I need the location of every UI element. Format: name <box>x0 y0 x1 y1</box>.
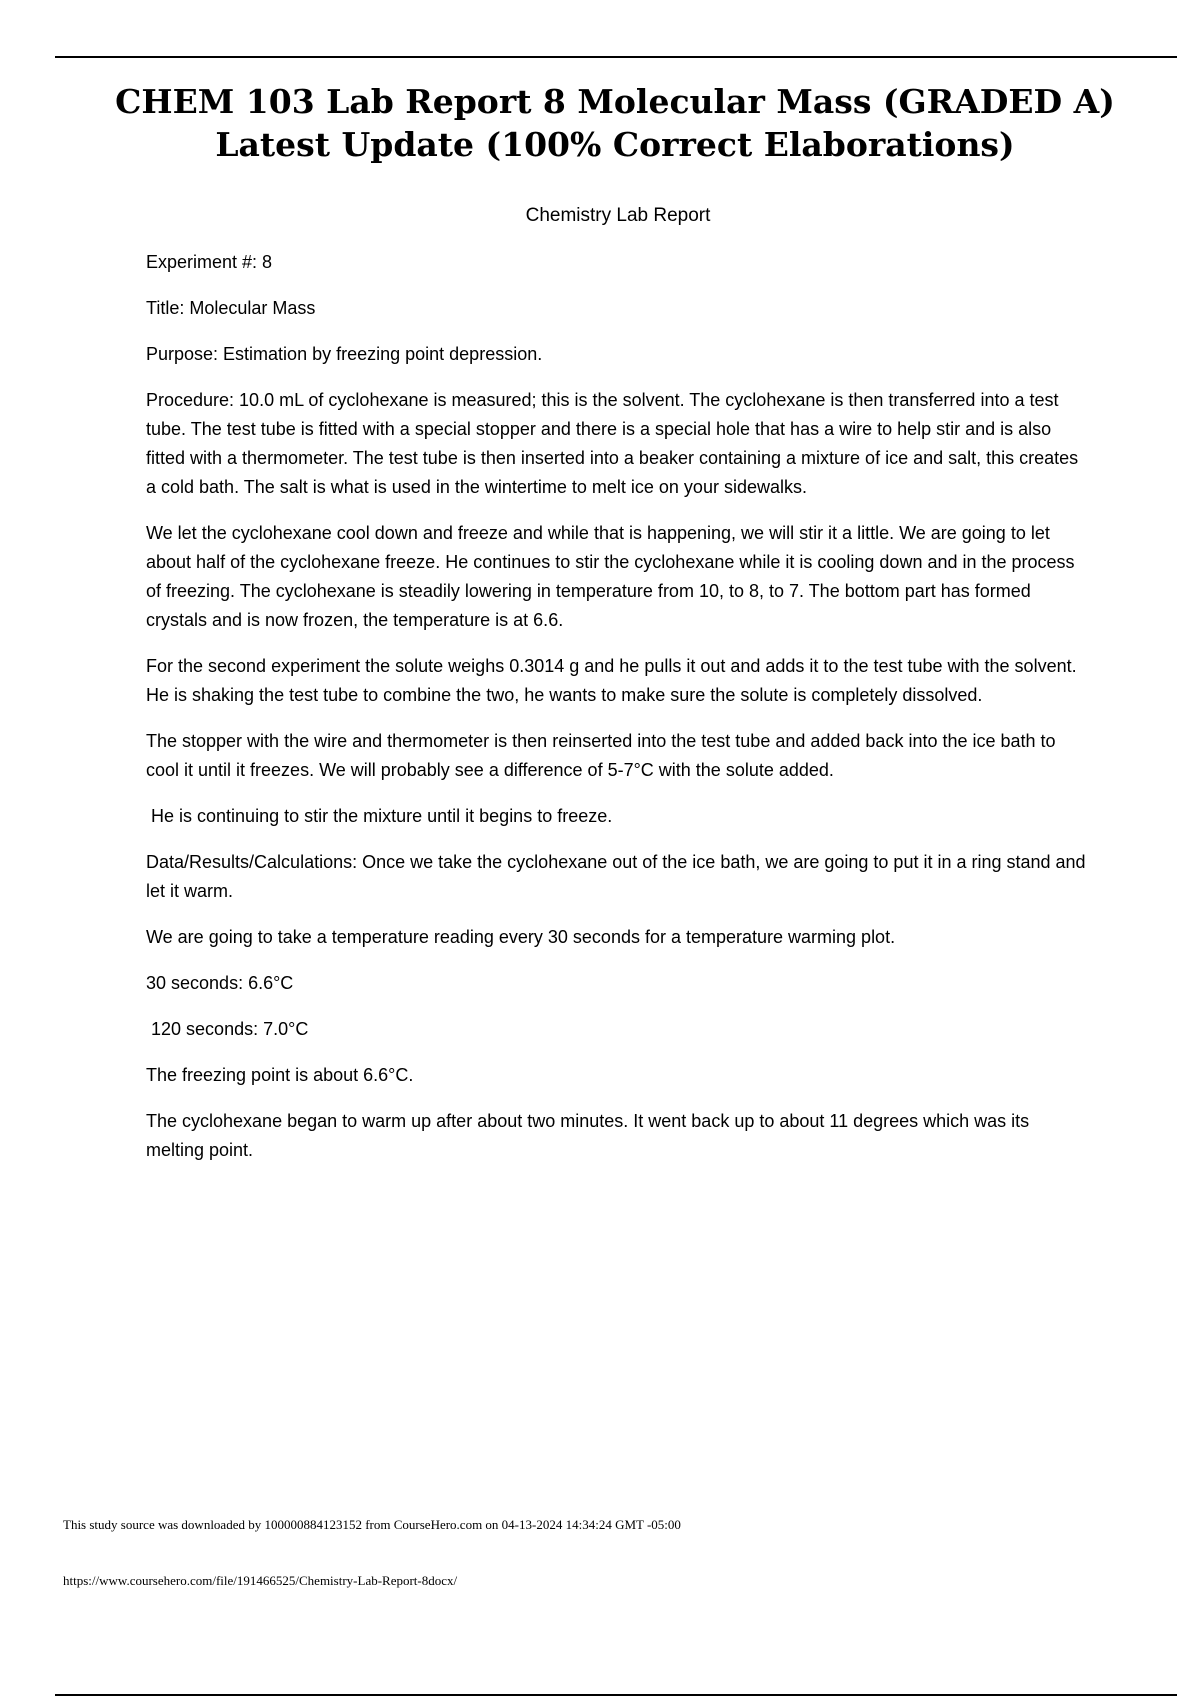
title-line-1: CHEM 103 Lab Report 8 Molecular Mass (GRADED A) <box>115 82 1115 121</box>
reinsert-paragraph: The stopper with the wire and thermometer is then reinserted into the test tube and added back into the ice bath to cool it until it freezes. We will probably see a difference of 5-7°C with the solute added. <box>146 731 1061 780</box>
reading-interval-paragraph: We are going to take a temperature reading every 30 seconds for a temperature warming plot. <box>146 927 896 947</box>
experiment-number: Experiment #: 8 <box>146 252 273 272</box>
report-subtitle: Chemistry Lab Report <box>525 205 711 226</box>
experiment-title: Title: Molecular Mass <box>146 298 316 318</box>
procedure-paragraph: Procedure: 10.0 mL of cyclohexane is measured; this is the solvent. The cyclohexane is then transferred into a test tube. The test tube is fitted with a special stopper and there is a special hole that has a wire to help stir and is also fitted with a thermometer. The test tube is then inserted into a beaker containing a mixture of ice and salt, this creates a cold bath. The salt is what is used in the wintertime to melt ice on your sidewalks. <box>146 390 1079 497</box>
data-results-paragraph: Data/Results/Calculations: Once we take the cyclohexane out of the ice bath, we are going to put it in a ring stand and let it warm. <box>146 852 1086 901</box>
reading-120-seconds: 120 seconds: 7.0°C <box>146 1019 309 1039</box>
bottom-rule <box>55 1694 1177 1696</box>
reading-30-seconds: 30 seconds: 6.6°C <box>146 973 294 993</box>
source-url[interactable]: https://www.coursehero.com/file/191466525/Chemistry-Lab-Report-8docx/ <box>63 1573 458 1588</box>
stirring-paragraph: He is continuing to stir the mixture until it begins to freeze. <box>146 806 613 826</box>
top-rule <box>55 56 1177 58</box>
title-line-2: Latest Update (100% Correct Elaborations) <box>215 125 1015 164</box>
melting-point-statement: The cyclohexane began to warm up after about two minutes. It went back up to about 11 degrees which was its melting point. <box>146 1111 1030 1160</box>
download-source-note: This study source was downloaded by 100000884123152 from CourseHero.com on 04-13-2024 14:34:24 GMT -05:00 <box>63 1517 681 1532</box>
second-experiment-paragraph: For the second experiment the solute weighs 0.3014 g and he pulls it out and adds it to the test tube with the solvent. He is shaking the test tube to combine the two, he wants to make sure the solute is completely dissolved. <box>146 656 1077 705</box>
cooling-paragraph: We let the cyclohexane cool down and freeze and while that is happening, we will stir it a little. We are going to let about half of the cyclohexane freeze. He continues to stir the cyclohexane while it is cooling down and in the process of freezing. The cyclohexane is steadily lowering in temperature from 10, to 8, to 7. The bottom part has formed crystals and is now frozen, the temperature is at 6.6. <box>146 523 1075 630</box>
freezing-point-statement: The freezing point is about 6.6°C. <box>146 1065 414 1085</box>
document-title <box>0 80 1200 166</box>
purpose: Purpose: Estimation by freezing point depression. <box>146 344 543 364</box>
report-body <box>146 248 1091 1182</box>
